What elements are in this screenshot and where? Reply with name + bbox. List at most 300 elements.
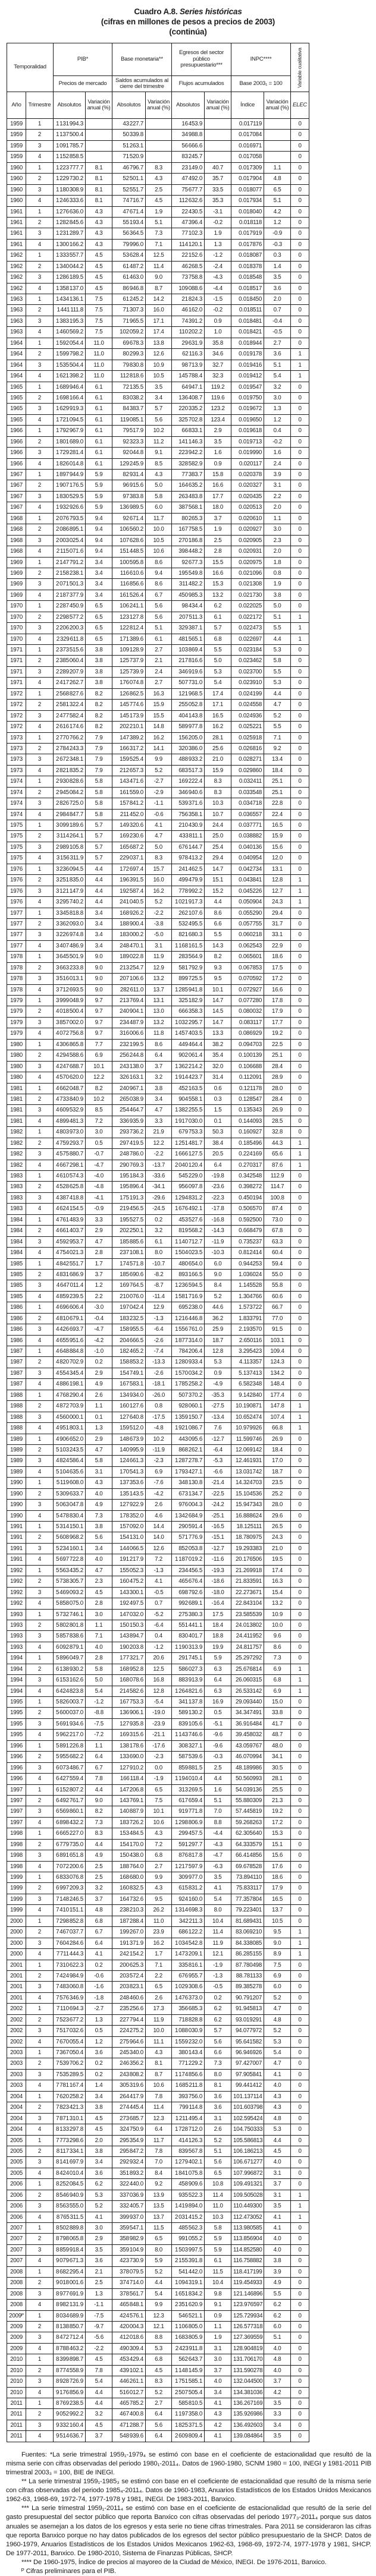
cell-elec: 0 [291,1642,309,1652]
cell-egresos-variacion: 31.4 [205,1072,231,1083]
cell-elec: 1 [291,1949,309,1960]
cell-elec: 0 [291,239,309,250]
cell-year: 1975 [7,820,26,831]
cell-bm-absolutos: 378 079.5 [112,2266,146,2277]
cell-egresos-variacion: 6.6 [205,2048,231,2058]
cell-elec: 1 [291,612,309,622]
cell-pib-absolutos: 5 732 746.1 [54,1609,86,1620]
cell-pib-absolutos: 3 295 740.2 [54,897,86,908]
cell-quarter: 2 [26,1182,54,1192]
cell-year: 1989 [7,1434,26,1444]
footnote: **** De 1960-1975, Índice de precios al mayoreo de la Ciudad de México, INEGI. De 1976-2011, Banxico. [21,2558,327,2566]
cell-bm-absolutos: 211 452.0 [112,809,146,820]
table-row [7,1620,309,1630]
cell-bm-absolutos: 332 405.7 [112,2201,146,2212]
cell-inpc-variacion: 15.9 [264,831,291,842]
cell-quarter: 1 [26,206,54,217]
cell-bm-variacion: 2.7 [146,2398,172,2409]
cell-pib-variacion: 3.7 [86,1269,112,1280]
cell-bm-absolutos: 359 104.9 [112,2244,146,2255]
cell-egresos-absolutos: 309 977.0 [172,1872,205,1883]
cell-inpc-variacion: 28.4 [264,1061,291,1072]
cell-inpc-indice: 0.020435 [231,491,264,502]
cell-inpc-indice: 0.224169 [231,1149,264,1160]
cell-inpc-variacion: 4.4 [264,634,291,644]
table-row [7,1401,309,1412]
cell-egresos-variacion: 36.2 [205,1313,231,1324]
page-subtitle-units: (cifras en millones de pesos a precios de 2003) [101,17,275,26]
cell-inpc-indice: 3.295423 [231,1346,264,1357]
cell-inpc-variacion: 147.8 [264,1401,291,1412]
cell-quarter: 4 [26,414,54,425]
cell-bm-variacion: 9.9 [146,2300,172,2310]
cell-pib-absolutos: 6 153 162.6 [54,1675,86,1686]
cell-elec: 0 [291,1236,309,1247]
table-row [7,1762,309,1773]
cell-egresos-variacion: 119.2 [205,382,231,392]
cell-egresos-absolutos: 1 504 023.5 [172,1248,205,1258]
cell-quarter: 1 [26,250,54,261]
cell-bm-variacion: 0.7 [146,1598,172,1609]
cell-bm-variacion: 12.2 [146,1138,172,1148]
cell-egresos-variacion: 3.0 [205,2354,231,2365]
table-row [7,1938,309,1948]
cell-egresos-variacion: 10.8 [205,2179,231,2190]
cell-egresos-absolutos: 74 391.2 [172,316,205,326]
cell-egresos-variacion: 9.1 [205,2300,231,2310]
cell-inpc-variacion: 9.6 [264,1631,291,1642]
cell-quarter: 2 [26,1927,54,1938]
cell-bm-absolutos: 147 389.2 [112,732,146,743]
cell-quarter: 3 [26,2244,54,2255]
cell-quarter: 4 [26,940,54,951]
cell-egresos-absolutos: 1 314 698.3 [172,1905,205,1916]
cell-egresos-absolutos: 458 909.6 [172,2179,205,2190]
cell-bm-variacion: 8.6 [146,579,172,590]
cell-year: 1971 [7,666,26,677]
cell-pib-absolutos: 2 076 793.5 [54,513,86,524]
cell-year: 2010 [7,2376,26,2387]
cell-bm-variacion: 10.9 [146,360,172,370]
cell-quarter: 3 [26,404,54,414]
cell-bm-absolutos: 168 926.2 [112,908,146,918]
cell-year: 2007 [7,2223,26,2234]
cell-year: 2003 [7,2048,26,2058]
cell-year: 1981 [7,1116,26,1126]
cell-bm-absolutos: 102 059.2 [112,327,146,338]
cell-bm-variacion: 4.5 [146,2365,172,2376]
cell-inpc-variacion: 1.6 [264,448,291,458]
cell-inpc-indice: 0.023910 [231,678,264,688]
cell-year: 1988 [7,1423,26,1434]
cell-bm-absolutos: 336 935.9 [112,1116,146,1126]
cell-inpc-variacion: 2.0 [264,546,291,557]
cell-year: 1978 [7,984,26,995]
cell-inpc-indice: 81.689431 [231,1916,264,1926]
cell-bm-absolutos: 235 256.6 [112,2004,146,2014]
cell-inpc-indice: 0.112091 [231,1072,264,1083]
cell-quarter: 3 [26,579,54,590]
cell-elec: 0 [291,842,309,852]
cell-egresos-absolutos: 1 140 712.7 [172,1236,205,1247]
cell-egresos-variacion [205,152,231,162]
cell-egresos-absolutos: 453 527.6 [172,1214,205,1225]
cell-bm-variacion: 11.4 [146,2102,172,2113]
cell-quarter: 2 [26,612,54,622]
cell-inpc-indice: 0.045226 [231,886,264,896]
cell-inpc-indice: 119.454933 [231,2278,264,2288]
cell-bm-variacion: 17.1 [146,316,172,326]
cell-elec: 0 [291,392,309,403]
cell-bm-absolutos: 161 526.4 [112,590,146,600]
cell-egresos-absolutos: 976 004.3 [172,1500,205,1510]
table-row [7,1872,309,1883]
cell-pib-variacion: 4.5 [86,2124,112,2135]
cell-bm-variacion: 0.4 [146,1631,172,1642]
cell-egresos-absolutos: 924 160.0 [172,1894,205,1904]
cell-inpc-indice: 0.812414 [231,1248,264,1258]
cell-bm-variacion: 13.9 [146,2190,172,2200]
cell-elec: 0 [291,2124,309,2135]
cell-bm-variacion: 3.3 [146,1116,172,1126]
cell-quarter: 3 [26,1017,54,1028]
cell-year: 1972 [7,722,26,732]
cell-pib-absolutos: 4 899 481.3 [54,1116,86,1126]
cell-bm-absolutos: 207 106.6 [112,974,146,984]
cell-quarter: 1 [26,2091,54,2102]
cell-elec: 0 [291,1609,309,1620]
cell-egresos-variacion: 17.5 [205,1609,231,1620]
cell-egresos-variacion: -16.4 [205,1598,231,1609]
cell-quarter: 1 [26,470,54,480]
cell-egresos-variacion: 15.8 [205,470,231,480]
cell-bm-absolutos: 264 417.9 [112,2091,146,2102]
cell-elec: 0 [291,722,309,732]
cell-year: 1979 [7,1028,26,1039]
cell-elec: 0 [291,1752,309,1762]
cell-bm-absolutos: 175 191.3 [112,1192,146,1203]
cell-pib-variacion: 6.1 [86,426,112,436]
cell-elec: 1 [291,1927,309,1938]
cell-pib-variacion: -3.0 [86,1302,112,1313]
cell-elec: 0 [291,2058,309,2069]
cell-egresos-absolutos: 255 052.8 [172,700,205,710]
cell-elec: 0 [291,1127,309,1138]
cell-inpc-indice: 10.190871 [231,1401,264,1412]
cell-bm-variacion: -29.6 [146,1192,172,1203]
cell-egresos-absolutos: 465 676.4 [172,1576,205,1587]
cell-inpc-variacion: 3.0 [264,524,291,535]
cell-bm-variacion: 6.5 [146,1784,172,1795]
cell-egresos-absolutos: 1 251 481.7 [172,1138,205,1148]
cell-bm-absolutos: 161 559.0 [112,787,146,798]
cell-quarter: 1 [26,1346,54,1357]
cell-inpc-variacion: 31.7 [264,918,291,929]
cell-bm-variacion: 5.0 [146,842,172,852]
cell-inpc-indice: 0.065601 [231,952,264,962]
cell-year: 1968 [7,546,26,557]
table-row [7,1916,309,1926]
cell-pib-absolutos: 2 568 827.6 [54,688,86,699]
cell-inpc-variacion: 67.8 [264,1226,291,1236]
cell-year: 1963 [7,316,26,326]
cell-bm-absolutos: 204 666.5 [112,1335,146,1346]
cell-inpc-variacion: 17.7 [264,1017,291,1028]
cell-quarter: 3 [26,623,54,634]
table-row [7,2014,309,2025]
cell-inpc-variacion: 5.5 [264,666,291,677]
table-row [7,1500,309,1510]
cell-quarter: 2 [26,436,54,447]
cell-elec: 0 [291,2376,309,2387]
cell-year: 1990 [7,1500,26,1510]
cell-pib-absolutos: 4 661 403.7 [54,1226,86,1236]
cell-elec: 0 [291,1894,309,1904]
cell-quarter: 4 [26,1598,54,1609]
cell-pib-variacion: 5.9 [86,470,112,480]
cell-bm-variacion [146,119,172,130]
cell-inpc-indice: 0.020931 [231,546,264,557]
cell-pib-absolutos: 1 826 014.8 [54,458,86,469]
table-row [7,1116,309,1126]
cell-elec: 0 [291,1565,309,1576]
cell-elec: 0 [291,1379,309,1390]
cell-pib-absolutos: 7 110 694.3 [54,2004,86,2014]
cell-inpc-indice: 1.833791 [231,1313,264,1324]
cell-pib-variacion: 9.4 [86,524,112,535]
cell-elec: 0 [291,1192,309,1203]
table-row [7,820,309,831]
cell-bm-variacion: 11.1 [146,2036,172,2047]
table-row [7,590,309,600]
cell-quarter: 2 [26,656,54,666]
cell-bm-variacion: 9.9 [146,754,172,765]
cell-quarter: 2 [26,261,54,272]
cell-egresos-absolutos: 673 134.7 [172,1488,205,1499]
cell-egresos-variacion: 34.6 [205,349,231,360]
cell-inpc-indice: 1.145528 [231,1280,264,1291]
cell-elec: 0 [291,2343,309,2354]
cell-inpc-indice: 110.449300 [231,2201,264,2212]
cell-bm-absolutos: 178 352.0 [112,1510,146,1521]
cell-inpc-variacion: 17.0 [264,1456,291,1466]
subheader-saldos-acumulados: Saldos acumulados al cierre del trimestre [112,76,172,92]
cell-bm-absolutos: 182 465.2 [112,1346,146,1357]
cell-egresos-absolutos: 1 034 542.8 [172,1938,205,1948]
cell-bm-absolutos: 136 989.5 [112,502,146,513]
cell-inpc-variacion: 26.5 [264,1522,291,1532]
cell-bm-variacion: -2.9 [146,787,172,798]
cell-quarter: 4 [26,1861,54,1872]
table-row [7,557,309,568]
cell-egresos-absolutos: 262 107.6 [172,908,205,918]
cell-year: 1998 [7,1828,26,1839]
table-row [7,2146,309,2156]
cell-egresos-variacion: 10.1 [205,984,231,995]
cell-bm-variacion: 12.6 [146,349,172,360]
cell-egresos-variacion: 40.7 [205,162,231,173]
cell-bm-absolutos: 326 163.1 [112,1072,146,1083]
table-row [7,1554,309,1565]
cell-year: 2008 [7,2266,26,2277]
cell-egresos-absolutos: 156 205.0 [172,732,205,743]
cell-quarter: 1 [26,1653,54,1664]
cell-inpc-indice: 77.357804 [231,1894,264,1904]
cell-elec: 0 [291,1970,309,1981]
cell-pib-variacion: 4.5 [86,1587,112,1598]
cell-year: 1993 [7,1609,26,1620]
cell-bm-variacion: 21.9 [146,1127,172,1138]
col-bm-variacion: Variación anual (%) [146,92,172,119]
cell-year: 1967 [7,470,26,480]
cell-inpc-indice: 118.417199 [231,2266,264,2277]
cell-egresos-variacion: 5.5 [205,930,231,940]
cell-pib-variacion: 8.2 [86,700,112,710]
cell-bm-absolutos: 72 135.5 [112,382,146,392]
table-row [7,722,309,732]
cell-egresos-absolutos: 695 238.0 [172,1302,205,1313]
cell-pib-variacion: 7.5 [86,294,112,305]
cell-pib-variacion: 9.7 [86,1028,112,1039]
cell-egresos-variacion: 4.0 [205,2376,231,2387]
cell-bm-absolutos: 160 832.5 [112,1883,146,1894]
cell-egresos-absolutos: 481 565.1 [172,634,205,644]
cell-quarter: 3 [26,535,54,546]
cell-inpc-indice: 0.018517 [231,283,264,294]
cell-quarter: 1 [26,1916,54,1926]
cell-inpc-variacion: 4.7 [264,700,291,710]
cell-pib-variacion: -7.5 [86,1718,112,1729]
cell-quarter: 3 [26,184,54,195]
cell-bm-variacion: 6.4 [146,2409,172,2420]
cell-inpc-variacion: 1.9 [264,579,291,590]
cell-elec: 0 [291,678,309,688]
cell-quarter: 4 [26,1686,54,1696]
cell-egresos-absolutos: 217 816.6 [172,656,205,666]
cell-bm-variacion: 16.0 [146,875,172,886]
cell-pib-variacion: 5.8 [86,809,112,820]
cell-pib-variacion: 6.4 [86,1752,112,1762]
table-row [7,228,309,239]
cell-pib-variacion: 2.9 [86,2234,112,2244]
table-row [7,1642,309,1652]
footnote: ** La serie trimestral 1959₁-1985₃ se estimó con base en el coeficiente de estacionalidad que resultó de la misma serie con cifras observadas del periodo 1985₄-2011₄. Datos de 1960-1983, Anuarios Estadísticos de los Estados Unidos Mexicanos 1962-63, 1968-69, 1972-74, 1977-1978 y 1981, INEGI. De 1983-2011, Banxico. [6,2478,371,2503]
cell-year: 1985 [7,1280,26,1291]
table-row [7,1795,309,1806]
cell-elec: 1 [291,1675,309,1686]
cell-year: 1971 [7,645,26,656]
cell-inpc-variacion: 55.0 [264,1269,291,1280]
cell-bm-variacion: 2.7 [146,645,172,656]
cell-bm-variacion: 10.2 [146,1434,172,1444]
cell-bm-absolutos: 126 862.5 [112,688,146,699]
cell-pib-variacion: -0.6 [86,1970,112,1981]
cell-bm-variacion: 5.2 [146,897,172,908]
cell-pib-absolutos: 5 469 093.2 [54,1587,86,1598]
cell-pib-absolutos: 4 667 298.1 [54,1160,86,1170]
cell-egresos-variacion: -9.6 [205,1730,231,1740]
cell-inpc-variacion: 5.3 [264,645,291,656]
cell-inpc-variacion: 3.1 [264,2168,291,2178]
cell-egresos-absolutos: 991 055.2 [172,2234,205,2244]
cell-egresos-variacion: -0.5 [205,1982,231,1992]
cell-bm-variacion: 8.6 [146,1039,172,1050]
cell-egresos-absolutos: 308 327.1 [172,1740,205,1751]
col-inpc-variacion: Variación anual (%) [264,92,291,119]
cell-inpc-variacion: 3.9 [264,2266,291,2277]
table-row [7,1740,309,1751]
cell-quarter: 4 [26,1116,54,1126]
cell-inpc-variacion: 25.1 [264,1050,291,1061]
cell-inpc-indice: 0.070592 [231,974,264,984]
cell-bm-variacion: 4.1 [146,820,172,831]
cell-pib-variacion: 6.7 [86,1927,112,1938]
cell-bm-variacion: 5.2 [146,765,172,776]
cell-inpc-variacion: 2.2 [264,491,291,502]
cell-bm-absolutos: 246 356.2 [112,2058,146,2069]
cell-inpc-indice: 0.019547 [231,382,264,392]
cell-pib-absolutos: 4 655 951.6 [54,1335,86,1346]
cell-bm-variacion: -0.6 [146,809,172,820]
cell-inpc-variacion: 87.6 [264,1160,291,1170]
cell-egresos-absolutos: 299 457.5 [172,1828,205,1839]
cell-elec: 0 [291,140,309,151]
cell-quarter: 2 [26,787,54,798]
cell-elec: 0 [291,2244,309,2255]
cell-elec: 0 [291,2014,309,2025]
cell-egresos-variacion: -6.3 [205,1861,231,1872]
cell-year: 2010 [7,2365,26,2376]
cell-year: 2000 [7,1916,26,1926]
cell-egresos-absolutos: 46 268.5 [172,261,205,272]
cell-egresos-variacion: -11.6 [205,1554,231,1565]
cell-inpc-variacion: 2.0 [264,502,291,513]
cell-bm-absolutos: 150 438.0 [112,1850,146,1861]
cell-egresos-absolutos: 1 683 805.9 [172,2332,205,2343]
cell-inpc-variacion: 4.1 [264,2069,291,2080]
cell-year: 1994 [7,1686,26,1696]
table-row [7,1960,309,1970]
cell-bm-absolutos: 55 193.4 [112,217,146,228]
cell-elec: 0 [291,2091,309,2102]
cell-inpc-indice: 0.398272 [231,1182,264,1192]
cell-egresos-absolutos: 615 831.2 [172,1883,205,1894]
cell-pib-variacion: 7.2 [86,1116,112,1126]
table-row [7,162,309,173]
cell-bm-variacion: 4.7 [146,1105,172,1116]
cell-pib-absolutos: 1 535 504.4 [54,360,86,370]
cell-bm-variacion: 3.4 [146,392,172,403]
cell-egresos-variacion: -10.3 [205,1248,231,1258]
cell-inpc-variacion: 23.5 [264,1478,291,1488]
cell-pib-absolutos: 4 886 198.1 [54,1379,86,1390]
cell-inpc-indice: 10.652474 [231,1412,264,1422]
cell-pib-absolutos: 4 247 688.7 [54,1061,86,1072]
cell-inpc-indice: 0.019650 [231,414,264,425]
cell-bm-absolutos: 337 036.9 [112,2190,146,2200]
cell-bm-absolutos: 254 464.7 [112,1105,146,1116]
cell-egresos-variacion: 123.4 [205,414,231,425]
cell-pib-absolutos: 6 138 930.2 [54,1664,86,1674]
cell-year: 1984 [7,1236,26,1247]
cell-egresos-absolutos: 992 689.1 [172,1598,205,1609]
cell-egresos-absolutos: 329 387.1 [172,623,205,634]
cell-pib-absolutos: 8 769 238.5 [54,2398,86,2409]
cell-elec: 0 [291,283,309,294]
cell-elec: 0 [291,272,309,283]
cell-pib-absolutos: 8 774 558.9 [54,2365,86,2376]
cell-quarter: 2 [26,875,54,886]
